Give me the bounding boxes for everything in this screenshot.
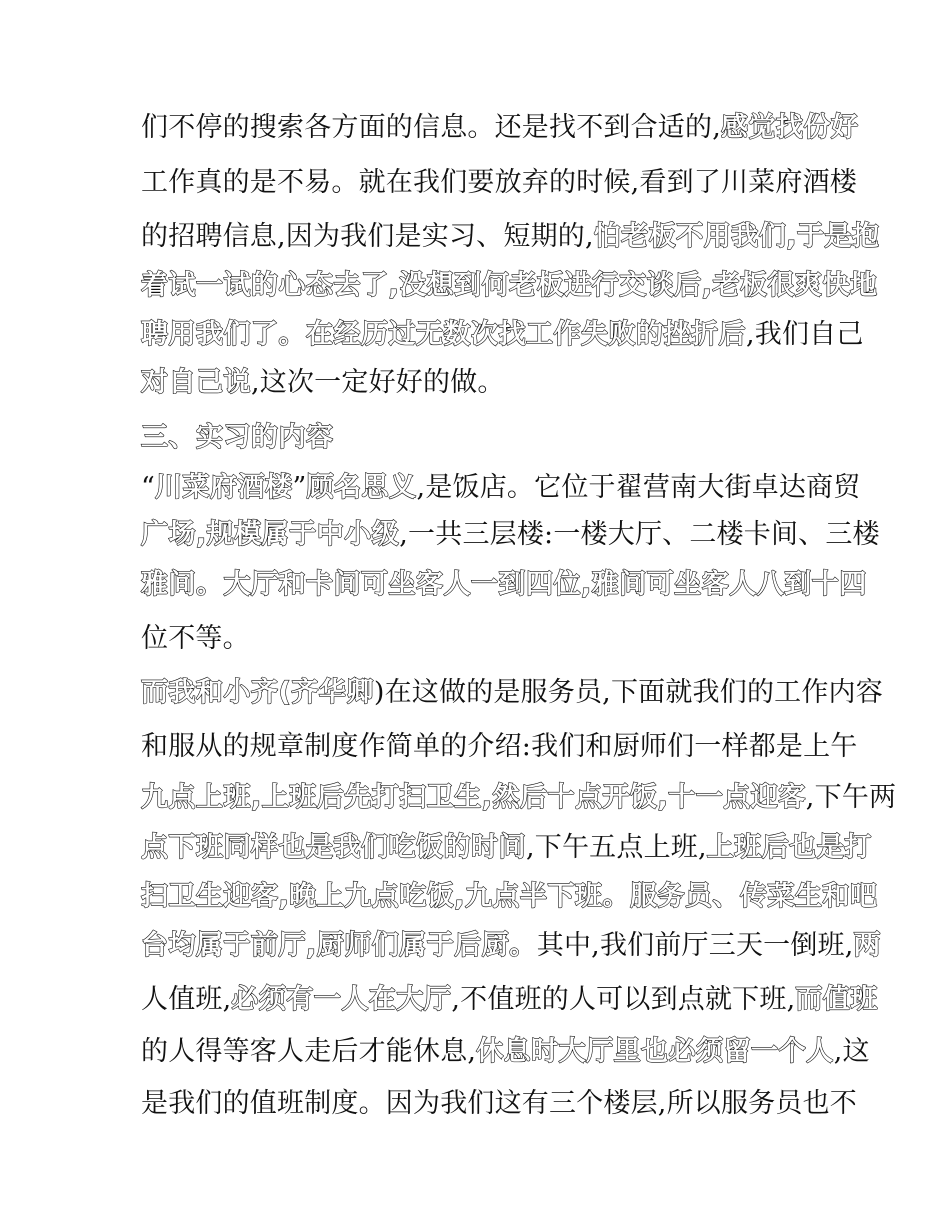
text-segment: )在这做的是服务员,下面就我们的工作内容 — [373, 677, 883, 708]
text-line — [141, 675, 883, 711]
text-line — [141, 110, 858, 146]
text-segment: ,不值班的人可以到点就下班, — [451, 984, 796, 1015]
section-heading — [141, 420, 334, 456]
text-line — [141, 517, 880, 553]
text-segment: “ — [141, 472, 156, 503]
outlined-text-segment: 必须有一人在大厅 — [231, 984, 452, 1015]
text-segment: 和服从的规章制度作简单的介绍:我们和厨师们一样都是上午 — [141, 731, 858, 762]
text-line — [141, 830, 872, 866]
text-segment: ,这 — [833, 1036, 870, 1067]
outlined-text-segment: 而值班 — [795, 984, 878, 1015]
text-segment: 的人得等客人走后才能休息, — [141, 1036, 477, 1067]
text-segment: ,这次一定好好的做。 — [251, 367, 505, 398]
outlined-text-segment: 两 — [853, 930, 882, 961]
text-line — [141, 780, 896, 816]
text-line — [141, 365, 505, 401]
outlined-text-segment: 顾名思义 — [306, 472, 417, 503]
text-segment: 人值班, — [141, 984, 232, 1015]
text-line — [141, 928, 881, 964]
outlined-text-segment: 感觉找份好 — [720, 112, 859, 143]
text-segment: ,一共三层楼:一楼大厅、二楼卡间、三楼 — [399, 519, 880, 550]
outlined-text-segment: 对自己说 — [141, 367, 251, 398]
text-segment: ,下午两 — [805, 782, 897, 813]
text-line — [141, 1034, 870, 1070]
text-line — [141, 621, 250, 657]
text-segment: ” — [292, 472, 307, 503]
outlined-text-segment: 川菜府酒楼 — [155, 472, 293, 503]
text-segment: ,我们自己 — [746, 319, 864, 350]
text-line — [141, 165, 857, 201]
text-segment: 的招聘信息,因为我们是实习、短期的, — [141, 221, 594, 252]
text-line — [141, 729, 858, 765]
outlined-text-segment: 三、实习的内容 — [141, 422, 334, 453]
text-segment: 其中,我们前厅三天一倒班, — [536, 930, 854, 961]
text-segment: ,下午五点上班, — [526, 832, 707, 863]
text-segment: 工作真的是不易。就在我们要放弃的时候,看到了川菜府酒楼 — [141, 167, 857, 198]
outlined-text-segment: 而我和小齐(齐华卿 — [141, 677, 374, 708]
text-line — [141, 268, 878, 304]
text-line — [141, 317, 864, 353]
text-segment: ,是饭店。它位于翟营南大街卓达商贸 — [416, 472, 861, 503]
text-line — [141, 219, 880, 255]
text-segment: 是我们的值班制度。因为我们这有三个楼层,所以服务员也不 — [141, 1088, 857, 1119]
text-line — [141, 567, 867, 603]
outlined-text-segment: 点下班同样也是我们吃饭的时间 — [141, 832, 526, 863]
text-segment: 位不等。 — [141, 623, 250, 654]
outlined-text-segment: 九点上班,上班后先打扫卫生,然后十点开饭,十一点迎客 — [141, 782, 806, 813]
outlined-text-segment: 台均属于前厅,厨师们属于后厨。 — [141, 930, 537, 961]
outlined-text-segment: 聘用我们了。在经历过无数次找工作失败的挫折后 — [141, 319, 746, 350]
outlined-text-segment: 雅间。大厅和卡间可坐客人一到四位,雅间可坐客人八到十四 — [141, 569, 867, 600]
outlined-text-segment: 扫卫生迎客,晚上九点吃饭,九点半下班。服务员、传菜生和吧 — [141, 881, 878, 912]
outlined-text-segment: 怕老板不用我们,于是抱 — [593, 221, 880, 252]
outlined-text-segment: 着试一试的心态去了,没想到何老板进行交谈后,老板很爽快地 — [141, 270, 878, 301]
text-line — [141, 982, 878, 1018]
text-line — [141, 879, 878, 915]
outlined-text-segment: 休息时大厅里也必须留一个人 — [476, 1036, 834, 1067]
outlined-text-segment: 广场,规模属于中小级 — [141, 519, 400, 550]
outlined-text-segment: 上班后也是打 — [706, 832, 872, 863]
text-segment: 们不停的搜索各方面的信息。还是找不到合适的, — [141, 112, 721, 143]
text-line — [141, 470, 861, 506]
text-line — [141, 1086, 857, 1122]
